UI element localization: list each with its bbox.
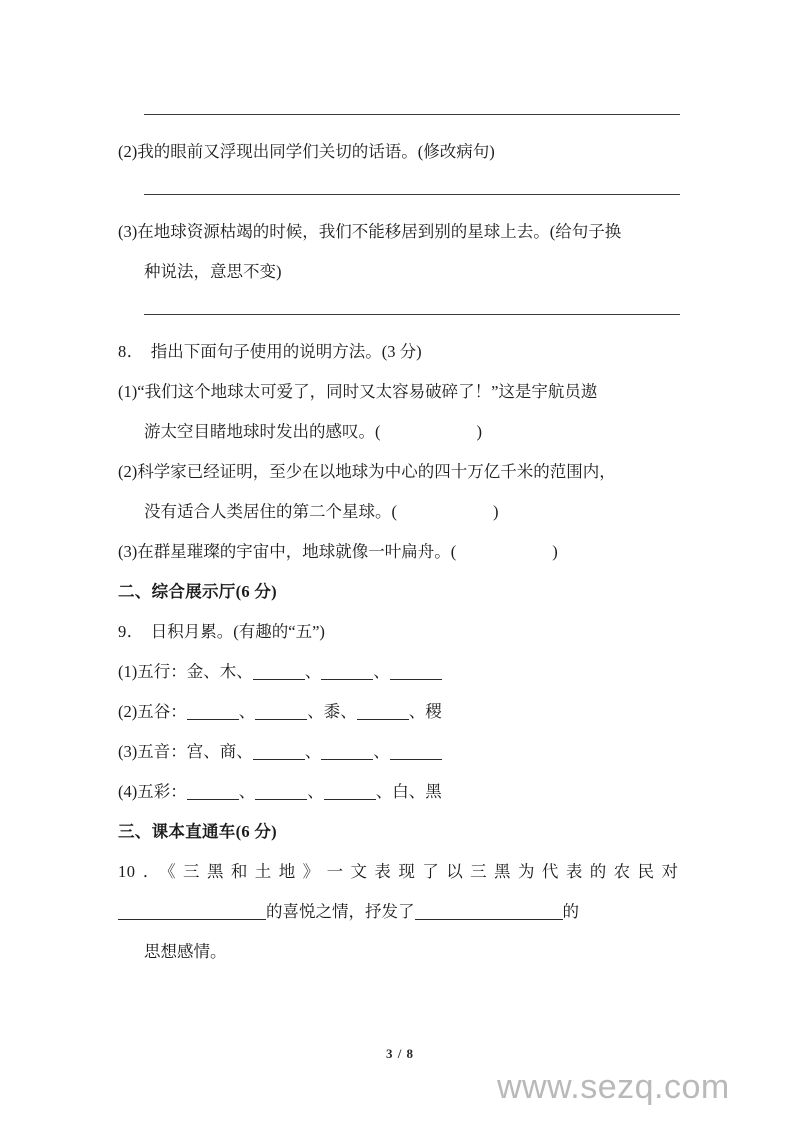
row-sep: 、 xyxy=(304,662,322,681)
question-7-2-text: 我的眼前又浮现出同学们关切的话语。(修改病句) xyxy=(137,142,495,161)
question-7-2 xyxy=(118,132,678,172)
row-label: (2) xyxy=(118,702,138,721)
row-label: (3) xyxy=(118,742,138,761)
question-8-1-line2-after: ) xyxy=(476,422,482,441)
row-sep: 、 xyxy=(408,702,426,721)
question-8-2-cont xyxy=(118,492,678,532)
fill-blank[interactable] xyxy=(321,742,373,760)
row-sep: 、 xyxy=(203,662,220,681)
row-title: 五彩： xyxy=(137,782,187,801)
row-sep: 、 xyxy=(238,782,256,801)
fill-blank-long[interactable] xyxy=(118,902,266,920)
fill-blank[interactable] xyxy=(390,662,442,680)
row-char: 稷 xyxy=(425,702,442,721)
row-char: 木 xyxy=(219,662,237,681)
row-label: (4) xyxy=(118,782,138,801)
row-sep: 、 xyxy=(373,742,390,761)
question-9-stem-text: 日积月累。(有趣的“五”) xyxy=(150,622,325,641)
row-sep: 、 xyxy=(304,742,322,761)
question-8-3-label: (3) xyxy=(118,542,138,561)
question-9-row-4 xyxy=(118,772,678,812)
row-char: 黍 xyxy=(323,702,341,721)
page-number: 3 / 8 xyxy=(385,1046,415,1061)
section-heading-3: 三、课本直通车(6 分) xyxy=(118,822,277,841)
question-7-3-label: (3) xyxy=(118,222,138,241)
question-7-3-line2: 种说法，意思不变) xyxy=(144,262,282,281)
row-sep: 、 xyxy=(307,782,324,801)
question-8-1-line1: “我们这个地球太可爱了，同时又太容易破碎了！”这是宇航员遨 xyxy=(137,382,598,401)
watermark: www.sezq.com xyxy=(497,1068,730,1106)
question-8-2-line1: 科学家已经证明，至少在以地球为中心的四十万亿千米的范围内， xyxy=(137,462,616,481)
row-sep: 、 xyxy=(373,662,390,681)
question-10-number: 10． xyxy=(118,862,168,881)
fill-blank[interactable] xyxy=(255,702,307,720)
row-title: 五谷： xyxy=(137,702,187,721)
question-8-2 xyxy=(118,452,678,492)
fill-blank[interactable] xyxy=(255,782,307,800)
row-sep: 、 xyxy=(236,662,253,681)
section-heading-2: 二、综合展示厅(6 分) xyxy=(118,582,277,601)
question-9-number: 9． xyxy=(118,622,144,641)
question-9-row-1 xyxy=(118,652,678,692)
row-title: 五行： xyxy=(137,662,187,681)
question-8-stem-text: 指出下面句子使用的说明方法。(3 分) xyxy=(150,342,422,361)
question-10-tail: 思想感情。 xyxy=(144,942,227,961)
question-8-2-label: (2) xyxy=(118,462,138,481)
question-8-1 xyxy=(118,372,678,412)
question-9-stem xyxy=(118,612,678,652)
row-sep: 、 xyxy=(203,742,220,761)
question-8-1-label: (1) xyxy=(118,382,138,401)
row-label: (1) xyxy=(118,662,138,681)
row-sep: 、 xyxy=(375,782,393,801)
row-char: 白 xyxy=(392,782,409,801)
question-8-2-line2-before: 没有适合人类居住的第二个星球。( xyxy=(144,502,397,521)
answer-rule-q7-2[interactable] xyxy=(118,172,678,212)
row-char: 宫 xyxy=(186,742,204,761)
question-8-number: 8． xyxy=(118,342,144,361)
question-10-mid: 的喜悦之情，抒发了 xyxy=(266,902,415,921)
fill-blank[interactable] xyxy=(357,702,409,720)
fill-blank-long[interactable] xyxy=(415,902,563,920)
answer-rule-q7-3[interactable] xyxy=(118,292,678,332)
question-8-1-cont xyxy=(118,412,678,452)
fill-blank[interactable] xyxy=(390,742,442,760)
question-8-3 xyxy=(118,532,678,572)
fill-blank[interactable] xyxy=(187,702,239,720)
row-char: 黑 xyxy=(425,782,442,801)
page-content xyxy=(118,92,678,972)
question-7-3-cont xyxy=(118,252,678,292)
question-8-stem xyxy=(118,332,678,372)
question-8-1-line2-before: 游太空目睹地球时发出的感叹。( xyxy=(144,422,381,441)
fill-blank[interactable] xyxy=(187,782,239,800)
question-10-end: 的 xyxy=(562,902,579,921)
fill-blank[interactable] xyxy=(253,662,305,680)
question-10-line2 xyxy=(118,892,678,932)
question-7-2-label: (2) xyxy=(118,142,138,161)
fill-blank[interactable] xyxy=(324,782,376,800)
row-sep: 、 xyxy=(238,702,256,721)
row-char: 商 xyxy=(219,742,237,761)
fill-blank[interactable] xyxy=(253,742,305,760)
question-7-3-line1: 在地球资源枯竭的时候，我们不能移居到别的星球上去。(给句子换 xyxy=(137,222,622,241)
answer-rule-q7-1[interactable] xyxy=(118,92,678,132)
row-sep: 、 xyxy=(408,782,426,801)
question-9-row-2 xyxy=(118,692,678,732)
question-10-line3 xyxy=(118,932,678,972)
question-9-row-3 xyxy=(118,732,678,772)
row-sep: 、 xyxy=(236,742,253,761)
row-title: 五音： xyxy=(137,742,187,761)
question-10-line1 xyxy=(118,852,678,892)
row-sep: 、 xyxy=(307,702,324,721)
question-10-text: 《三黑和土地》一文表现了以三黑为代表的农民对 xyxy=(167,862,679,881)
fill-blank[interactable] xyxy=(321,662,373,680)
question-8-2-line2-after: ) xyxy=(493,502,499,521)
row-char: 金 xyxy=(186,662,204,681)
row-sep: 、 xyxy=(340,702,357,721)
question-8-3-text: 在群星璀璨的宇宙中，地球就像一叶扁舟。( xyxy=(137,542,457,561)
question-8-3-after: ) xyxy=(552,542,558,561)
question-7-3 xyxy=(118,212,678,252)
